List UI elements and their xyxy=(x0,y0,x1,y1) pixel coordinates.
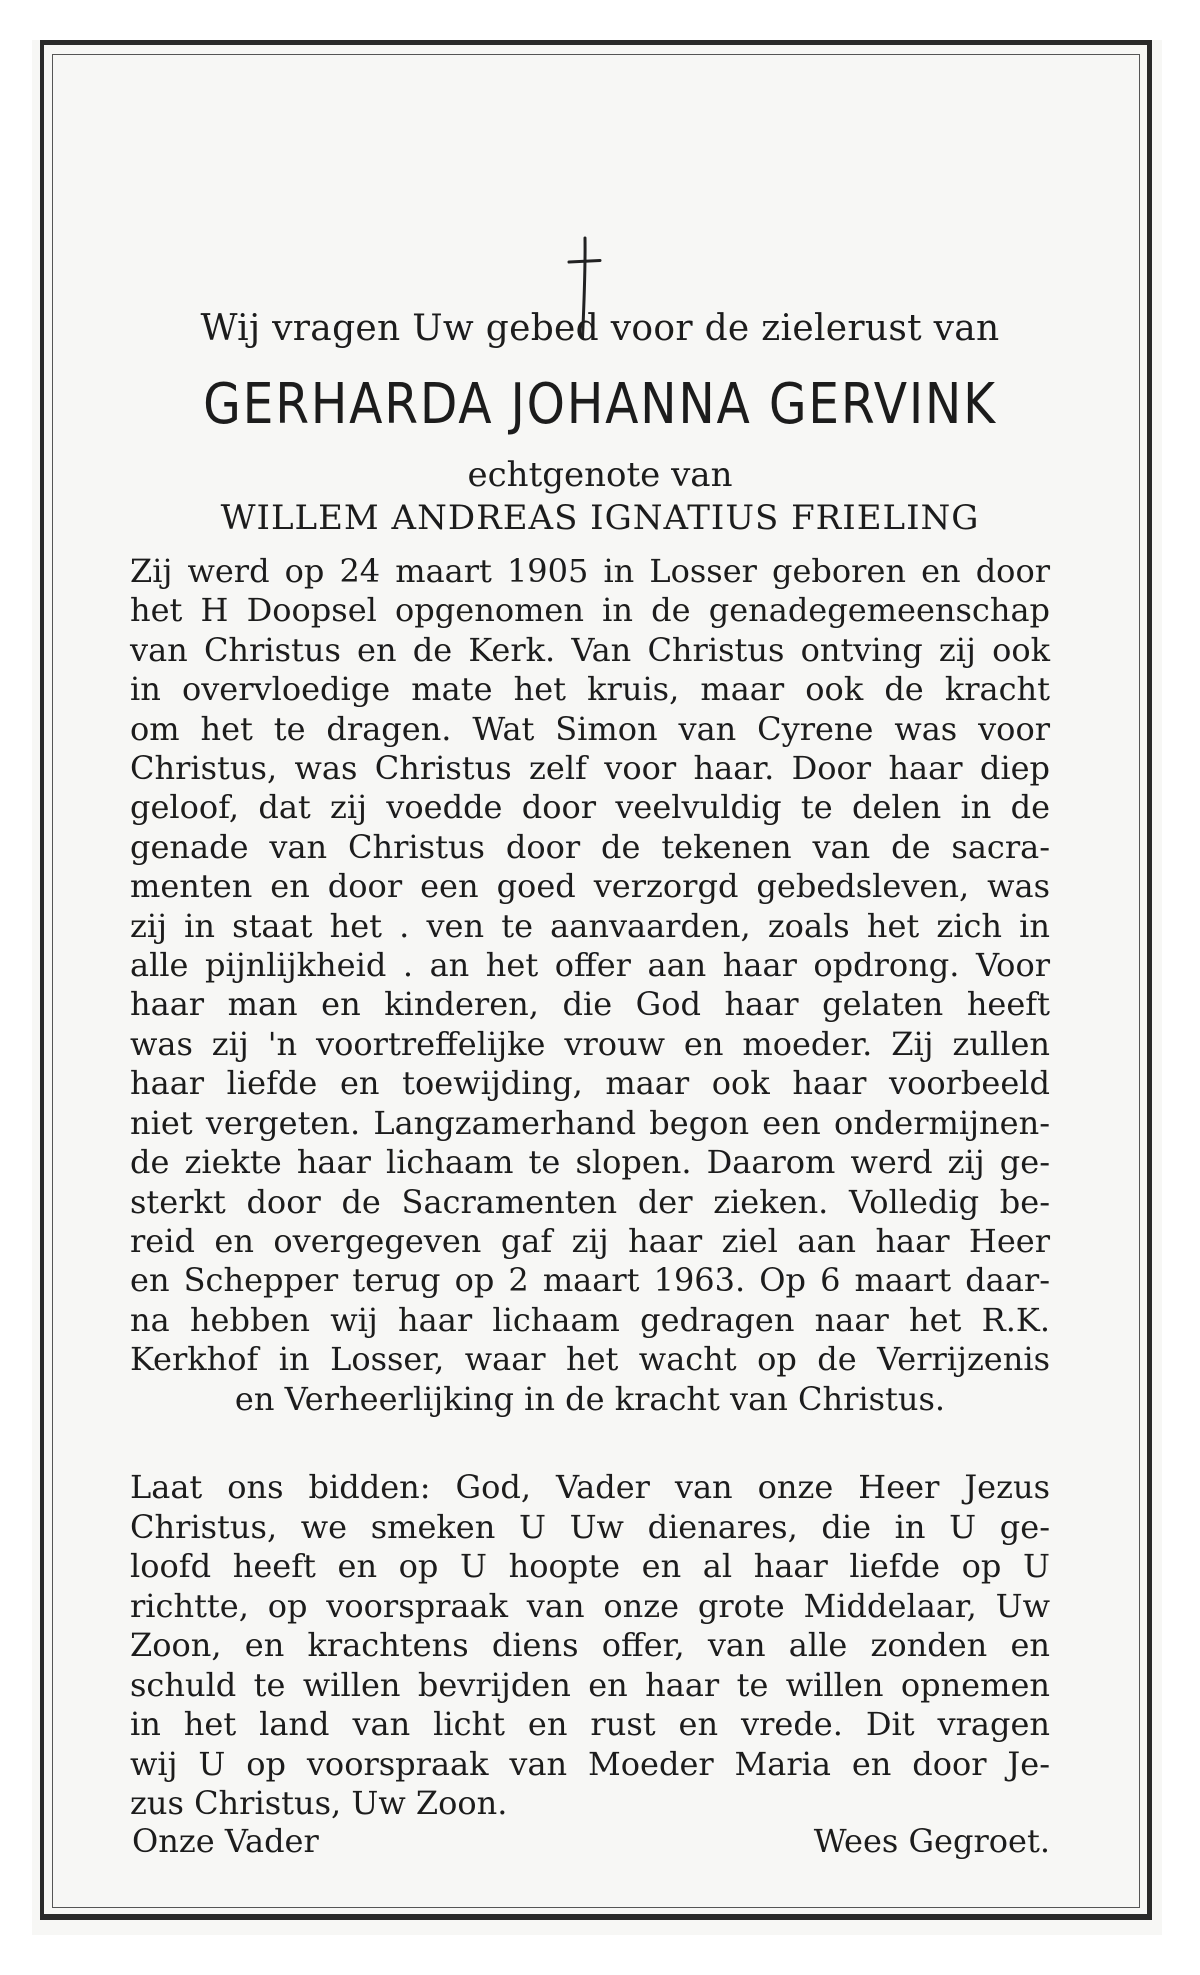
prayer-line: in het land van licht en rust en vrede. Dit vragen xyxy=(130,1705,1050,1743)
prayer-line: Christus, we smeken U Uw dienares, die in U ge- xyxy=(130,1507,1050,1546)
biography-line: van Christus en de Kerk. Van Christus ontving zij ook xyxy=(130,630,1050,669)
biography-line: Kerkhof in Losser, waar het wacht op de Verrijzenis xyxy=(130,1340,1050,1379)
prayer-line: loofd heeft en op U hoopte en al haar liefde op U xyxy=(130,1547,1050,1585)
biography-line: en Schepper terug op 2 maart 1963. Op 6 maart daar- xyxy=(130,1261,1050,1300)
biography-line: geloof, dat zij voedde door veelvuldig te delen in de xyxy=(130,788,1050,827)
relation-line: echtgenote van xyxy=(467,455,733,495)
prayer-line: zus Christus, Uw Zoon. xyxy=(130,1784,508,1822)
prayer-line: richtte, op voorspraak van onze grote Middelaar, Uw xyxy=(130,1586,1050,1625)
biography-line: Zij werd op 24 maart 1905 in Losser geboren en door xyxy=(130,552,1050,590)
biography-line: Christus, was Christus zelf voor haar. Door haar diep xyxy=(130,749,1050,788)
biography-line: in overvloedige mate het kruis, maar ook de kracht xyxy=(130,670,1050,709)
deceased-name: GERHARDA JOHANNA GERVINK xyxy=(203,372,997,437)
biography-line: reid en overgegeven gaf zij haar ziel aan haar Heer xyxy=(130,1221,1050,1260)
biography-line: de ziekte haar lichaam te slopen. Daarom werd zij ge- xyxy=(130,1143,1050,1182)
intro-line: Wij vragen Uw gebed voor de zielerust van xyxy=(200,308,1000,349)
biography-line: haar liefde en toewijding, maar ook haar voorbeeld xyxy=(130,1064,1050,1103)
closing-prayer-our-father: Onze Vader xyxy=(132,1822,319,1860)
biography-line: haar man en kinderen, die God haar gelaten heeft xyxy=(130,985,1050,1024)
prayer-line: Zoon, en krachtens diens offer, van alle zonden en xyxy=(130,1626,1050,1664)
biography-line: na hebben wij haar lichaam gedragen naar het R.K. xyxy=(130,1300,1050,1339)
closing-prayer-hail-mary: Wees Gegroet. xyxy=(813,1822,1050,1860)
husband-name: WILLEM ANDREAS IGNATIUS FRIELING xyxy=(220,498,980,538)
biography-line: sterkt door de Sacramenten der zieken. Volledig be- xyxy=(130,1182,1050,1221)
biography-line: was zij 'n voortreffelijke vrouw en moeder. Zij zullen xyxy=(130,1024,1050,1063)
biography-line: om het te dragen. Wat Simon van Cyrene was voor xyxy=(130,709,1050,748)
biography-line: en Verheerlijking in de kracht van Christus. xyxy=(234,1379,946,1418)
biography-line: het H Doopsel opgenomen in de genadegemeenschap xyxy=(130,591,1050,630)
biography-line: genade van Christus door de tekenen van de sacra- xyxy=(130,827,1050,866)
prayer-line: schuld te willen bevrijden en haar te willen opnemen xyxy=(130,1665,1050,1704)
prayer-line: wij U op voorspraak van Moeder Maria en door Je- xyxy=(130,1744,1050,1783)
biography-line: menten en door een goed verzorgd gebedsleven, was xyxy=(130,867,1050,906)
biography-line: niet vergeten. Langzamerhand begon een ondermijnen- xyxy=(130,1103,1050,1142)
biography-line: alle pijnlijkheid . an het offer aan haar opdrong. Voor xyxy=(130,946,1050,985)
prayer-text xyxy=(130,1468,1050,1824)
prayer-line: Laat ons bidden: God, Vader van onze Heer Jezus xyxy=(130,1468,1050,1506)
biography-text xyxy=(130,552,1050,1419)
biography-line: zij in staat het . ven te aanvaarden, zoals het zich in xyxy=(130,906,1050,945)
